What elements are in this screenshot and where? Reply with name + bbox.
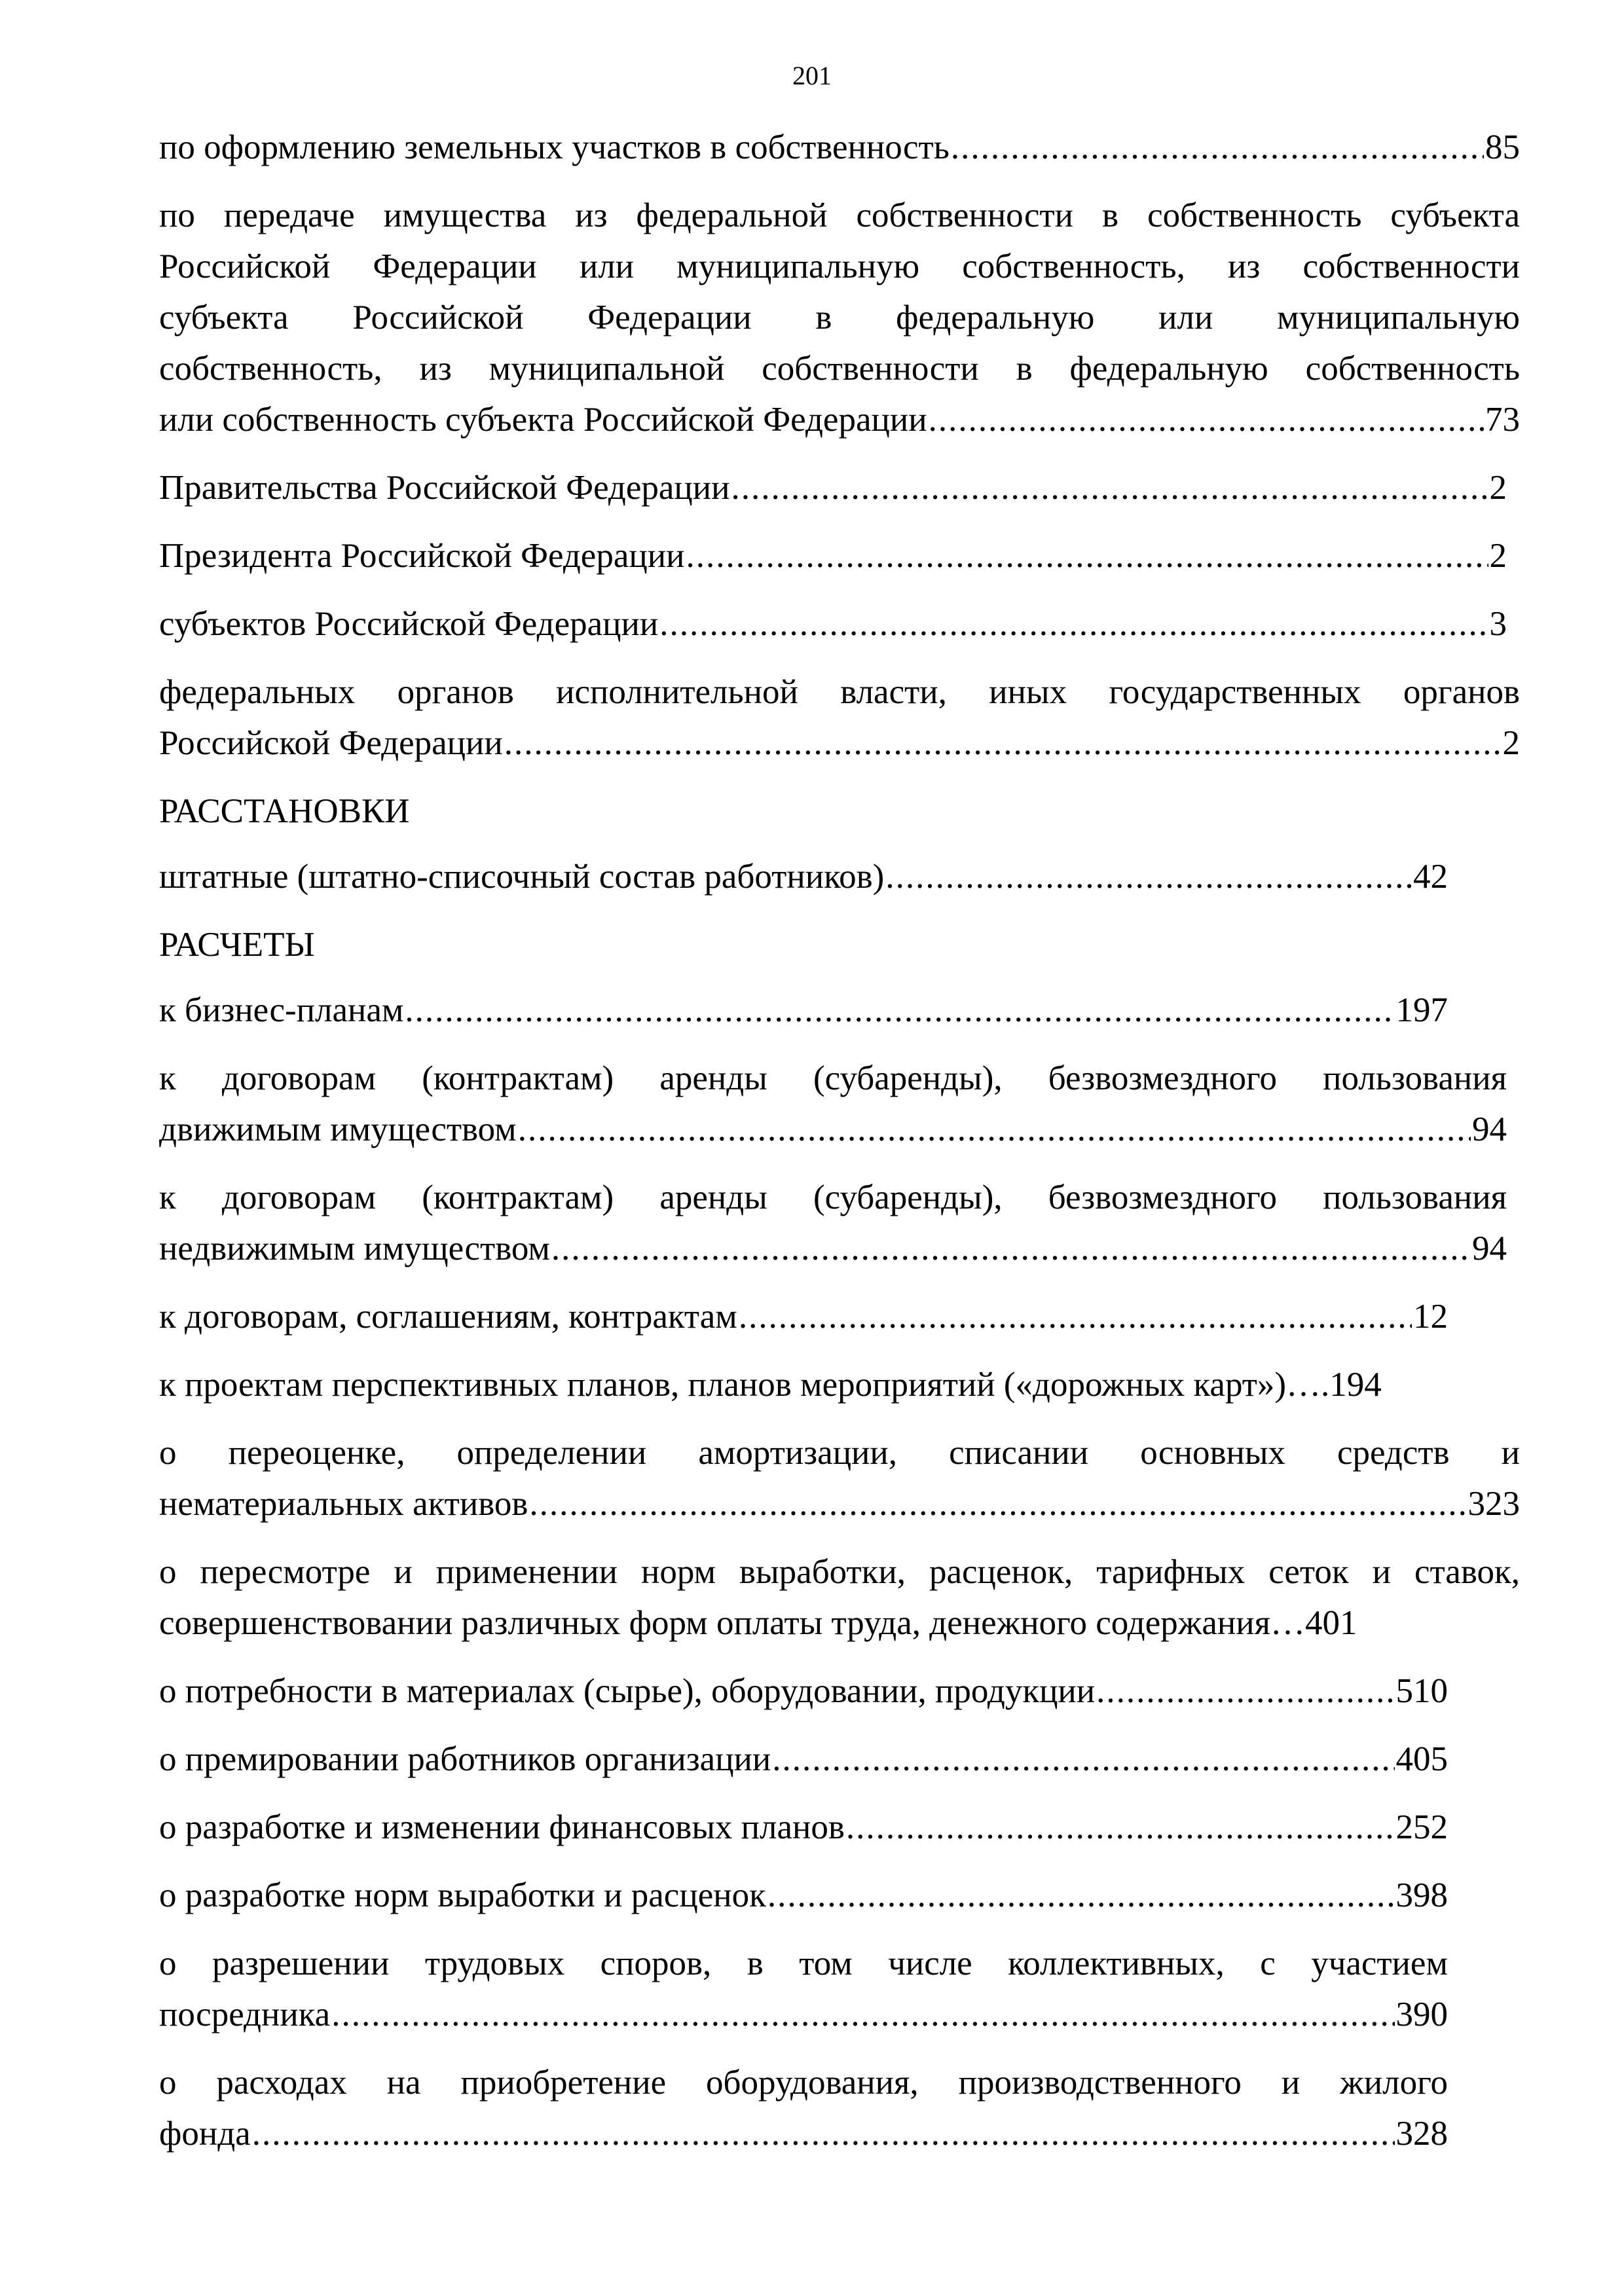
entry-last-line xyxy=(159,985,1448,1036)
dot-leader xyxy=(951,122,1484,173)
entry-text-line: субъекта Российской Федерации в федеральную или муниципальную xyxy=(159,299,1520,337)
entry-last-line xyxy=(159,1802,1448,1853)
index-entry xyxy=(159,2057,1448,2159)
dot-leader xyxy=(504,718,1502,769)
entry-text-line: собственность, из муниципальной собственности в федеральную собственность xyxy=(159,350,1520,388)
index-entry xyxy=(159,598,1507,649)
page-number: 201 xyxy=(792,61,832,90)
dot-leader xyxy=(772,1734,1394,1785)
entry-last-line xyxy=(159,718,1520,769)
entry-last-line xyxy=(159,1359,1520,1410)
page-reference: 405 xyxy=(1395,1740,1448,1778)
dot-leader xyxy=(846,1802,1395,1853)
index-entry xyxy=(159,530,1507,581)
dot-leader xyxy=(731,462,1488,513)
index-entry xyxy=(159,985,1448,1036)
page-reference: 94 xyxy=(1472,1110,1507,1148)
entry-text: или собственность субъекта Российской Федерации xyxy=(159,401,927,439)
dot-leader xyxy=(686,530,1488,581)
page-reference: 2 xyxy=(1489,537,1507,575)
index-entry xyxy=(159,1291,1448,1342)
entry-text: совершенствовании различных форм оплаты труда, денежного содержания…401 xyxy=(159,1604,1357,1642)
entry-text: посредника xyxy=(159,1995,331,2033)
entry-text-line: по передаче имущества из федеральной собственности в собственность субъекта xyxy=(159,196,1520,234)
index-entry xyxy=(159,1427,1520,1529)
page-reference: 2 xyxy=(1489,469,1507,507)
entry-text: субъектов Российской Федерации xyxy=(159,605,659,643)
index-entry xyxy=(159,1666,1448,1717)
index-content xyxy=(159,122,1520,2176)
index-entry xyxy=(159,851,1448,902)
entry-text: к бизнес-планам xyxy=(159,991,404,1029)
entry-last-line xyxy=(159,1666,1448,1717)
entry-text-line: федеральных органов исполнительной власти, иных государственных органов xyxy=(159,673,1520,711)
entry-last-line xyxy=(159,1734,1448,1785)
dot-leader xyxy=(551,1223,1471,1274)
entry-last-line xyxy=(159,1870,1448,1921)
dot-leader xyxy=(1096,1666,1394,1717)
entry-text: к проектам перспективных планов, планов мероприятий («дорожных карт»)….194 xyxy=(159,1366,1382,1404)
entry-last-line xyxy=(159,598,1507,649)
entry-last-line xyxy=(159,1597,1520,1649)
entry-text: фонда xyxy=(159,2115,251,2153)
index-group-middle xyxy=(159,851,1520,902)
entry-last-line xyxy=(159,462,1507,513)
index-entry xyxy=(159,1802,1448,1853)
entry-text: Российской Федерации xyxy=(159,724,503,762)
page-reference: 42 xyxy=(1413,858,1448,896)
page-reference: 328 xyxy=(1395,2115,1448,2153)
page-reference: 73 xyxy=(1485,401,1520,439)
index-entry xyxy=(159,1172,1507,1274)
dot-leader xyxy=(929,394,1484,445)
entry-text: о разработке норм выработки и расценок xyxy=(159,1876,766,1914)
index-entry xyxy=(159,1938,1448,2040)
page-reference: 12 xyxy=(1413,1298,1448,1336)
entry-text: о премировании работников организации xyxy=(159,1740,771,1778)
dot-leader xyxy=(739,1291,1412,1342)
dot-leader xyxy=(659,598,1488,649)
entry-text: нематериальных активов xyxy=(159,1485,528,1523)
page-reference: 85 xyxy=(1485,128,1520,166)
section-heading-raschety: РАСЧЕТЫ xyxy=(159,926,315,964)
dot-leader xyxy=(767,1870,1395,1921)
entry-text: Президента Российской Федерации xyxy=(159,537,685,575)
entry-text: по оформлению земельных участков в собственность xyxy=(159,128,950,166)
entry-last-line xyxy=(159,1223,1507,1274)
entry-last-line xyxy=(159,530,1507,581)
page-reference: 94 xyxy=(1472,1230,1507,1267)
dot-leader xyxy=(885,851,1412,902)
index-entry xyxy=(159,1053,1507,1155)
entry-last-line xyxy=(159,1989,1448,2040)
index-entry xyxy=(159,666,1520,769)
entry-last-line xyxy=(159,394,1520,445)
entry-text-line: о переоценке, определении амортизации, списании основных средств и xyxy=(159,1434,1520,1472)
entry-text: движимым имуществом xyxy=(159,1110,517,1148)
dot-leader xyxy=(518,1104,1471,1155)
entry-text: недвижимым имуществом xyxy=(159,1230,550,1267)
entry-last-line xyxy=(159,851,1448,902)
entry-text: о потребности в материалах (сырье), оборудовании, продукции xyxy=(159,1672,1096,1710)
page-reference: 3 xyxy=(1489,605,1507,643)
index-entry xyxy=(159,1359,1520,1410)
index-entry xyxy=(159,190,1520,445)
entry-last-line xyxy=(159,1104,1507,1155)
entry-last-line xyxy=(159,1478,1520,1529)
index-group-top xyxy=(159,122,1520,769)
entry-text: штатные (штатно-списочный состав работников) xyxy=(159,858,885,896)
index-entry xyxy=(159,122,1520,173)
index-entry xyxy=(159,462,1507,513)
entry-text: о разработке и изменении финансовых планов xyxy=(159,1808,845,1846)
index-group-bottom xyxy=(159,985,1520,2159)
entry-last-line xyxy=(159,1291,1448,1342)
entry-text-line: Российской Федерации или муниципальную собственность, из собственности xyxy=(159,247,1520,285)
page-reference: 323 xyxy=(1467,1485,1520,1523)
entry-last-line xyxy=(159,122,1520,173)
dot-leader xyxy=(405,985,1394,1036)
page-reference: 390 xyxy=(1395,1995,1448,2033)
entry-text-line: к договорам (контрактам) аренды (субаренды), безвозмездного пользования xyxy=(159,1178,1507,1216)
page-reference: 398 xyxy=(1395,1876,1448,1914)
entry-text: Правительства Российской Федерации xyxy=(159,469,730,507)
dot-leader xyxy=(529,1478,1466,1529)
page-reference: 2 xyxy=(1502,724,1520,762)
entry-last-line xyxy=(159,2108,1448,2159)
entry-text: к договорам, соглашениям, контрактам xyxy=(159,1298,737,1336)
entry-text-line: о разрешении трудовых споров, в том числе коллективных, с участием xyxy=(159,1944,1448,1982)
page-reference: 197 xyxy=(1395,991,1448,1029)
dot-leader xyxy=(252,2108,1395,2159)
index-entry xyxy=(159,1734,1448,1785)
entry-text-line: о расходах на приобретение оборудования, производственного и жилого xyxy=(159,2064,1448,2102)
page-reference: 510 xyxy=(1395,1672,1448,1710)
dot-leader xyxy=(331,1989,1394,2040)
page-reference: 252 xyxy=(1395,1808,1448,1846)
section-heading-rasstanovki: РАССТАНОВКИ xyxy=(159,792,410,830)
index-entry xyxy=(159,1870,1448,1921)
entry-text-line: о пересмотре и применении норм выработки, расценок, тарифных сеток и ставок, xyxy=(159,1553,1520,1591)
index-entry xyxy=(159,1546,1520,1649)
entry-text-line: к договорам (контрактам) аренды (субаренды), безвозмездного пользования xyxy=(159,1059,1507,1097)
